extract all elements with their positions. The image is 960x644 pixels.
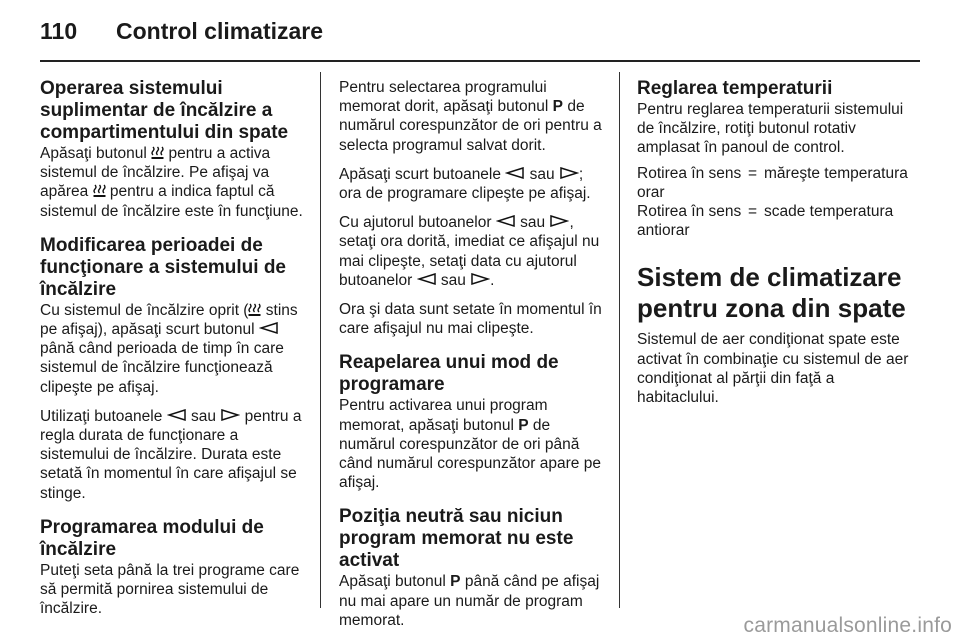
p-button-key: P [450, 573, 461, 591]
p-button-key: P [552, 98, 564, 116]
table-cell: = [748, 203, 758, 221]
page-number: 110 [40, 18, 78, 44]
column-3 [637, 78, 909, 417]
right-triangle-button-icon [559, 167, 579, 179]
section-heading: Poziţia neutră sau niciun program memorat nu este activat [339, 506, 574, 572]
section-programming [40, 517, 306, 619]
heater-icon [248, 303, 261, 317]
column-2 [339, 78, 605, 644]
page-header [40, 14, 920, 54]
section-heading: Reapelarea unui mod de programare [339, 352, 559, 396]
left-triangle-button-icon [496, 215, 516, 227]
section-recall-program [339, 352, 605, 492]
column-divider-2 [619, 72, 620, 608]
right-triangle-button-icon [220, 409, 240, 421]
table-cell: măreşte temperatura [764, 164, 908, 182]
table-cell: = [748, 164, 758, 182]
paragraph: Apăsaţi butonul pentru a activa sistemul de încălzire. Pe afişaj va apărea pentru a indica faptul că sistemul de încălzire este în funcţiune. [40, 145, 303, 220]
left-triangle-button-icon [167, 409, 187, 421]
watermark: carmanualsonline.info [743, 614, 952, 637]
left-triangle-button-icon [417, 273, 437, 285]
section-modify-period [40, 235, 306, 503]
paragraph: Pentru activarea unui program memorat, apăsaţi butonul P de numărul corespunzător de ori până când numărul corespunzător apare pe afişaj. [339, 397, 601, 492]
table-cell: Rotirea în sens orar [637, 164, 742, 201]
paragraph: Ora şi data sunt setate în momentul în care afişajul nu mai clipeşte. [339, 301, 602, 338]
right-triangle-button-icon [470, 273, 490, 285]
section-rear-heater [40, 78, 306, 221]
column-divider-1 [320, 72, 321, 608]
paragraph: Apăsaţi scurt butoanele sau ; ora de programare clipeşte pe afişaj. [339, 165, 591, 203]
left-triangle-button-icon [505, 167, 525, 179]
header-rule [40, 60, 920, 62]
paragraph: Pentru reglarea temperaturii sistemului de încălzire, rotiţi butonul rotativ amplasat în panoul de control. [637, 101, 904, 157]
section-heading: Reglarea temperaturii [637, 78, 833, 99]
paragraph: Apăsaţi butonul P până când pe afişaj nu mai apare un număr de program memorat. [339, 573, 600, 629]
paragraph: Pentru selectarea programului memorat dorit, apăsaţi butonul P de numărul corespunzător de ori pentru a selecta programul salvat dorit. [339, 79, 602, 154]
heater-icon [93, 184, 106, 198]
table-cell: Rotirea în sens antiorar [637, 203, 742, 240]
chapter-heading: Sistem de climatizare pentru zona din spate [637, 262, 906, 324]
rotation-table [637, 164, 909, 241]
paragraph: Cu ajutorul butoanelor sau , setaţi ora dorită, imediat ce afişajul nu mai clipeşte, setaţi data cu ajutorul butoanelor sau . [339, 214, 600, 289]
section-neutral-position [339, 506, 605, 630]
left-triangle-button-icon [259, 322, 279, 334]
section-rear-climate [637, 262, 909, 407]
page-title: Control climatizare [116, 18, 324, 44]
heater-icon [151, 146, 164, 160]
section-heading: Operarea sistemului suplimentar de încălzire a compartimentului din spate [40, 78, 289, 143]
section-temperature [637, 78, 909, 240]
right-triangle-button-icon [549, 215, 569, 227]
column-1 [40, 78, 306, 632]
p-button-key: P [518, 416, 529, 434]
section-heading: Programarea modului de încălzire [40, 516, 264, 560]
section-heading: Modificarea perioadei de funcţionare a sistemului de încălzire [40, 234, 286, 300]
table-cell: scade temperatura [764, 203, 894, 221]
paragraph: Utilizaţi butoanele sau pentru a regla durata de funcţionare a sistemului de încălzire. Durata este setată în momentul în care afişajul se stinge. [40, 407, 302, 502]
paragraph: Sistemul de aer condiţionat spate este activat în combinaţie cu sistemul de aer condiţionat al părţii din faţă a habitaclului. [637, 331, 909, 407]
paragraph: Cu sistemul de încălzire oprit ( stins pe afişaj), apăsaţi scurt butonul până când perioada de timp în care sistemul de încălzire funcţionează clipeşte pe afişaj. [40, 301, 298, 396]
paragraph: Puteţi seta până la trei programe care să permită pornirea sistemului de încălzire. [40, 561, 300, 618]
